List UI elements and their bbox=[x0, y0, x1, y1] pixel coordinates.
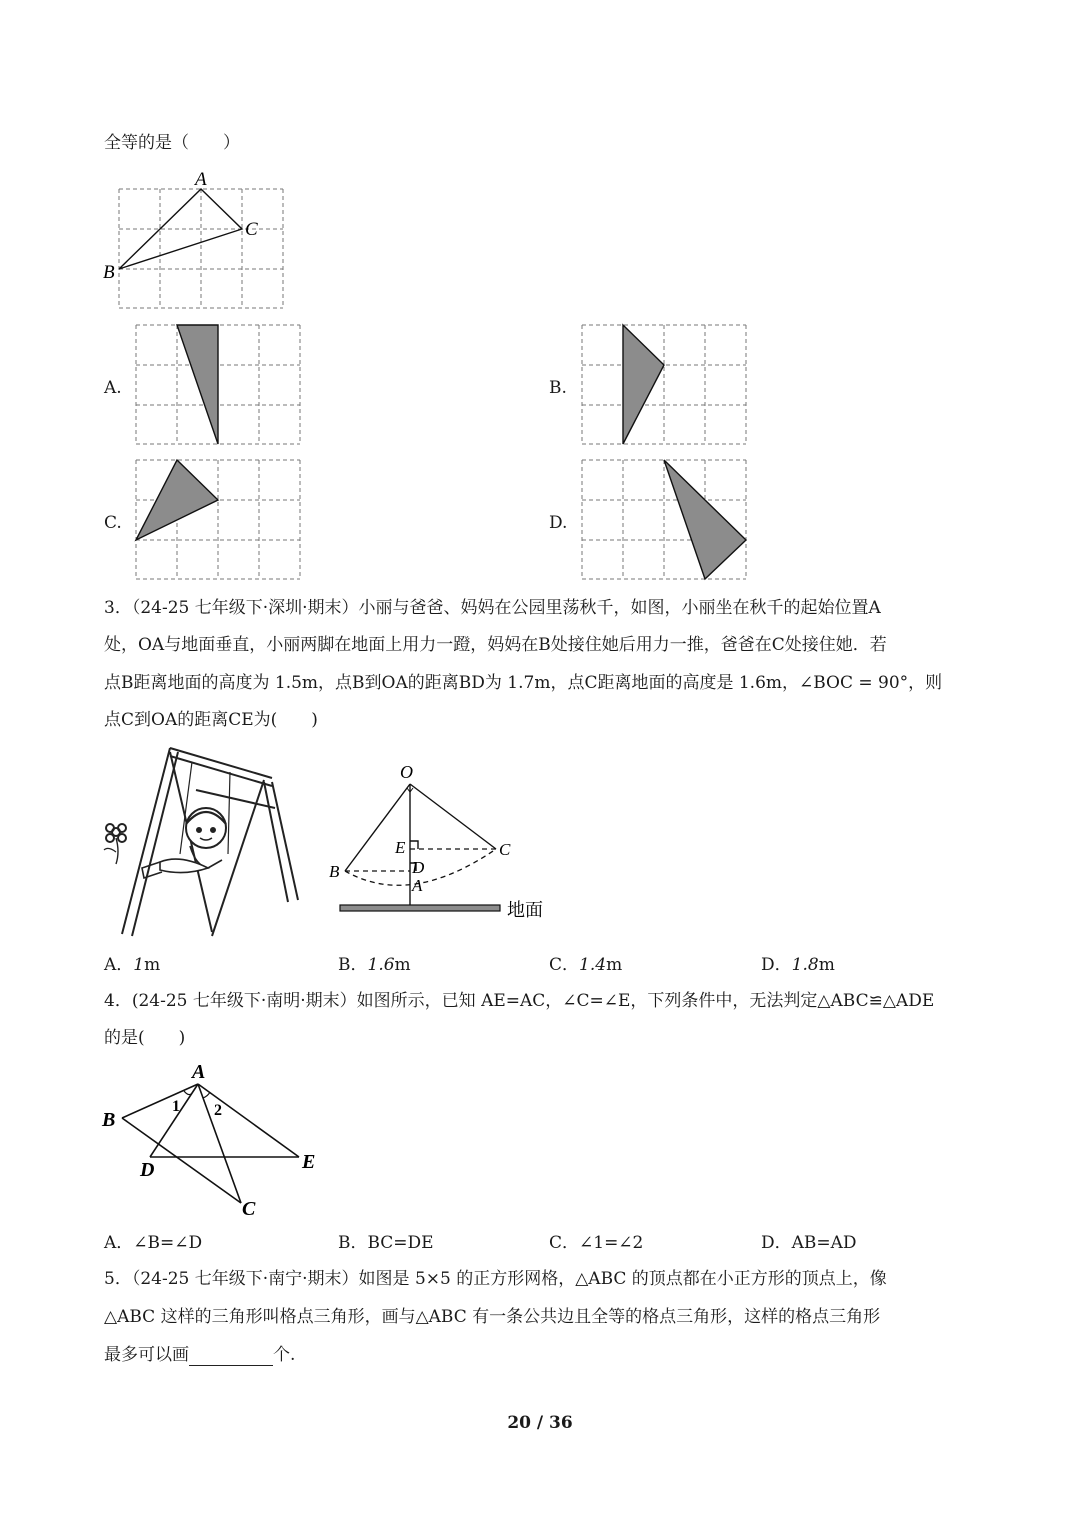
segment-ob bbox=[345, 784, 410, 871]
page-number: 20 / 36 bbox=[507, 1413, 573, 1433]
label-d: D bbox=[412, 858, 425, 877]
swing-illustration bbox=[100, 742, 305, 942]
q3-line-3: 点B距离地面的高度为 1.5m，点B到OA的距离BD为 1.7m，点C距离地面的高度是 1.6m，∠BOC = 90°，则 bbox=[104, 673, 943, 693]
label-d: D bbox=[140, 1159, 155, 1181]
q5-line-3-end: 个. bbox=[273, 1345, 296, 1365]
q3-option-b[interactable]: B．1.6m bbox=[338, 955, 411, 975]
q4-line-2: 的是( ) bbox=[104, 1028, 186, 1048]
label-angle-1: 1 bbox=[172, 1098, 180, 1115]
option-a-figure[interactable] bbox=[134, 323, 304, 447]
q5-line-1: 5．（24-25 七年级下·南宁·期末）如图是 5×5 的正方形网格，△ABC 的顶点都在小正方形的顶点上，像 bbox=[104, 1269, 887, 1289]
q2-main-figure bbox=[98, 168, 298, 313]
q5-line-2: △ABC 这样的三角形叫格点三角形，画与△ABC 有一条公共边且全等的格点三角形，这样的格点三角形 bbox=[104, 1307, 881, 1327]
q3-line-1: 3．（24-25 七年级下·深圳·期末）小丽与爸爸、妈妈在公园里荡秋千，如图，小丽坐在秋千的起始位置A bbox=[104, 598, 881, 618]
option-d-figure[interactable] bbox=[580, 458, 750, 582]
right-angle-e bbox=[410, 841, 418, 849]
angle-arc-1 bbox=[184, 1091, 191, 1095]
q4-geometry-figure bbox=[98, 1058, 328, 1218]
q4-option-b[interactable]: B．BC=DE bbox=[338, 1233, 434, 1253]
label-c: C bbox=[245, 219, 258, 240]
option-c-label: C. bbox=[104, 513, 122, 533]
label-e: E bbox=[302, 1151, 316, 1173]
label-a: A bbox=[192, 1061, 206, 1083]
triangle-abc bbox=[119, 189, 242, 269]
label-angle-2: 2 bbox=[214, 1102, 222, 1119]
q5-line-3 bbox=[104, 1344, 295, 1366]
q4-option-a[interactable]: A．∠B=∠D bbox=[104, 1233, 203, 1253]
option-d-label: D. bbox=[549, 513, 568, 533]
label-b: B bbox=[103, 262, 115, 283]
option-b-label: B. bbox=[549, 378, 567, 398]
grid-lines bbox=[119, 189, 283, 308]
label-b: B bbox=[329, 862, 340, 881]
option-a-label: A. bbox=[104, 378, 122, 398]
q3-geometry-figure bbox=[322, 758, 557, 928]
label-a: A bbox=[412, 876, 423, 895]
q4-line-1: 4．(24-25 七年级下·南明·期末）如图所示，已知 AE=AC，∠C=∠E，下列条件中，无法判定△ABC≌△ADE bbox=[104, 991, 935, 1011]
label-c: C bbox=[242, 1198, 256, 1218]
label-c: C bbox=[499, 840, 511, 859]
q5-line-3-start: 最多可以画 bbox=[104, 1345, 189, 1365]
q3-option-d[interactable]: D．1.8m bbox=[761, 955, 835, 975]
ground-bar bbox=[340, 905, 500, 911]
q4-option-c[interactable]: C．∠1=∠2 bbox=[549, 1233, 644, 1253]
label-o: O bbox=[400, 762, 413, 782]
option-b-figure[interactable] bbox=[580, 323, 750, 447]
q4-option-d[interactable]: D．AB=AD bbox=[761, 1233, 857, 1253]
q3-line-2: 处，OA与地面垂直，小丽两脚在地面上用力一蹬，妈妈在B处接住她后用力一推，爸爸在C处接住她．若 bbox=[104, 635, 887, 655]
q2-tail-text: 全等的是（ ） bbox=[104, 133, 240, 153]
label-a: A bbox=[195, 169, 207, 190]
q3-option-a[interactable]: A．1m bbox=[104, 955, 161, 975]
label-e: E bbox=[395, 838, 406, 857]
q3-line-4: 点C到OA的距离CE为( ) bbox=[104, 710, 318, 730]
shaded-triangle bbox=[136, 460, 218, 540]
angle-arc-2 bbox=[203, 1092, 210, 1098]
answer-blank[interactable] bbox=[189, 1347, 273, 1366]
shaded-triangle bbox=[623, 325, 664, 444]
shaded-triangle bbox=[177, 325, 218, 444]
label-b: B bbox=[102, 1109, 116, 1131]
segment-oc bbox=[410, 784, 496, 849]
q3-option-c[interactable]: C．1.4m bbox=[549, 955, 623, 975]
label-ground: 地面 bbox=[507, 900, 543, 920]
segment-ae bbox=[198, 1084, 299, 1157]
option-c-figure[interactable] bbox=[134, 458, 304, 582]
